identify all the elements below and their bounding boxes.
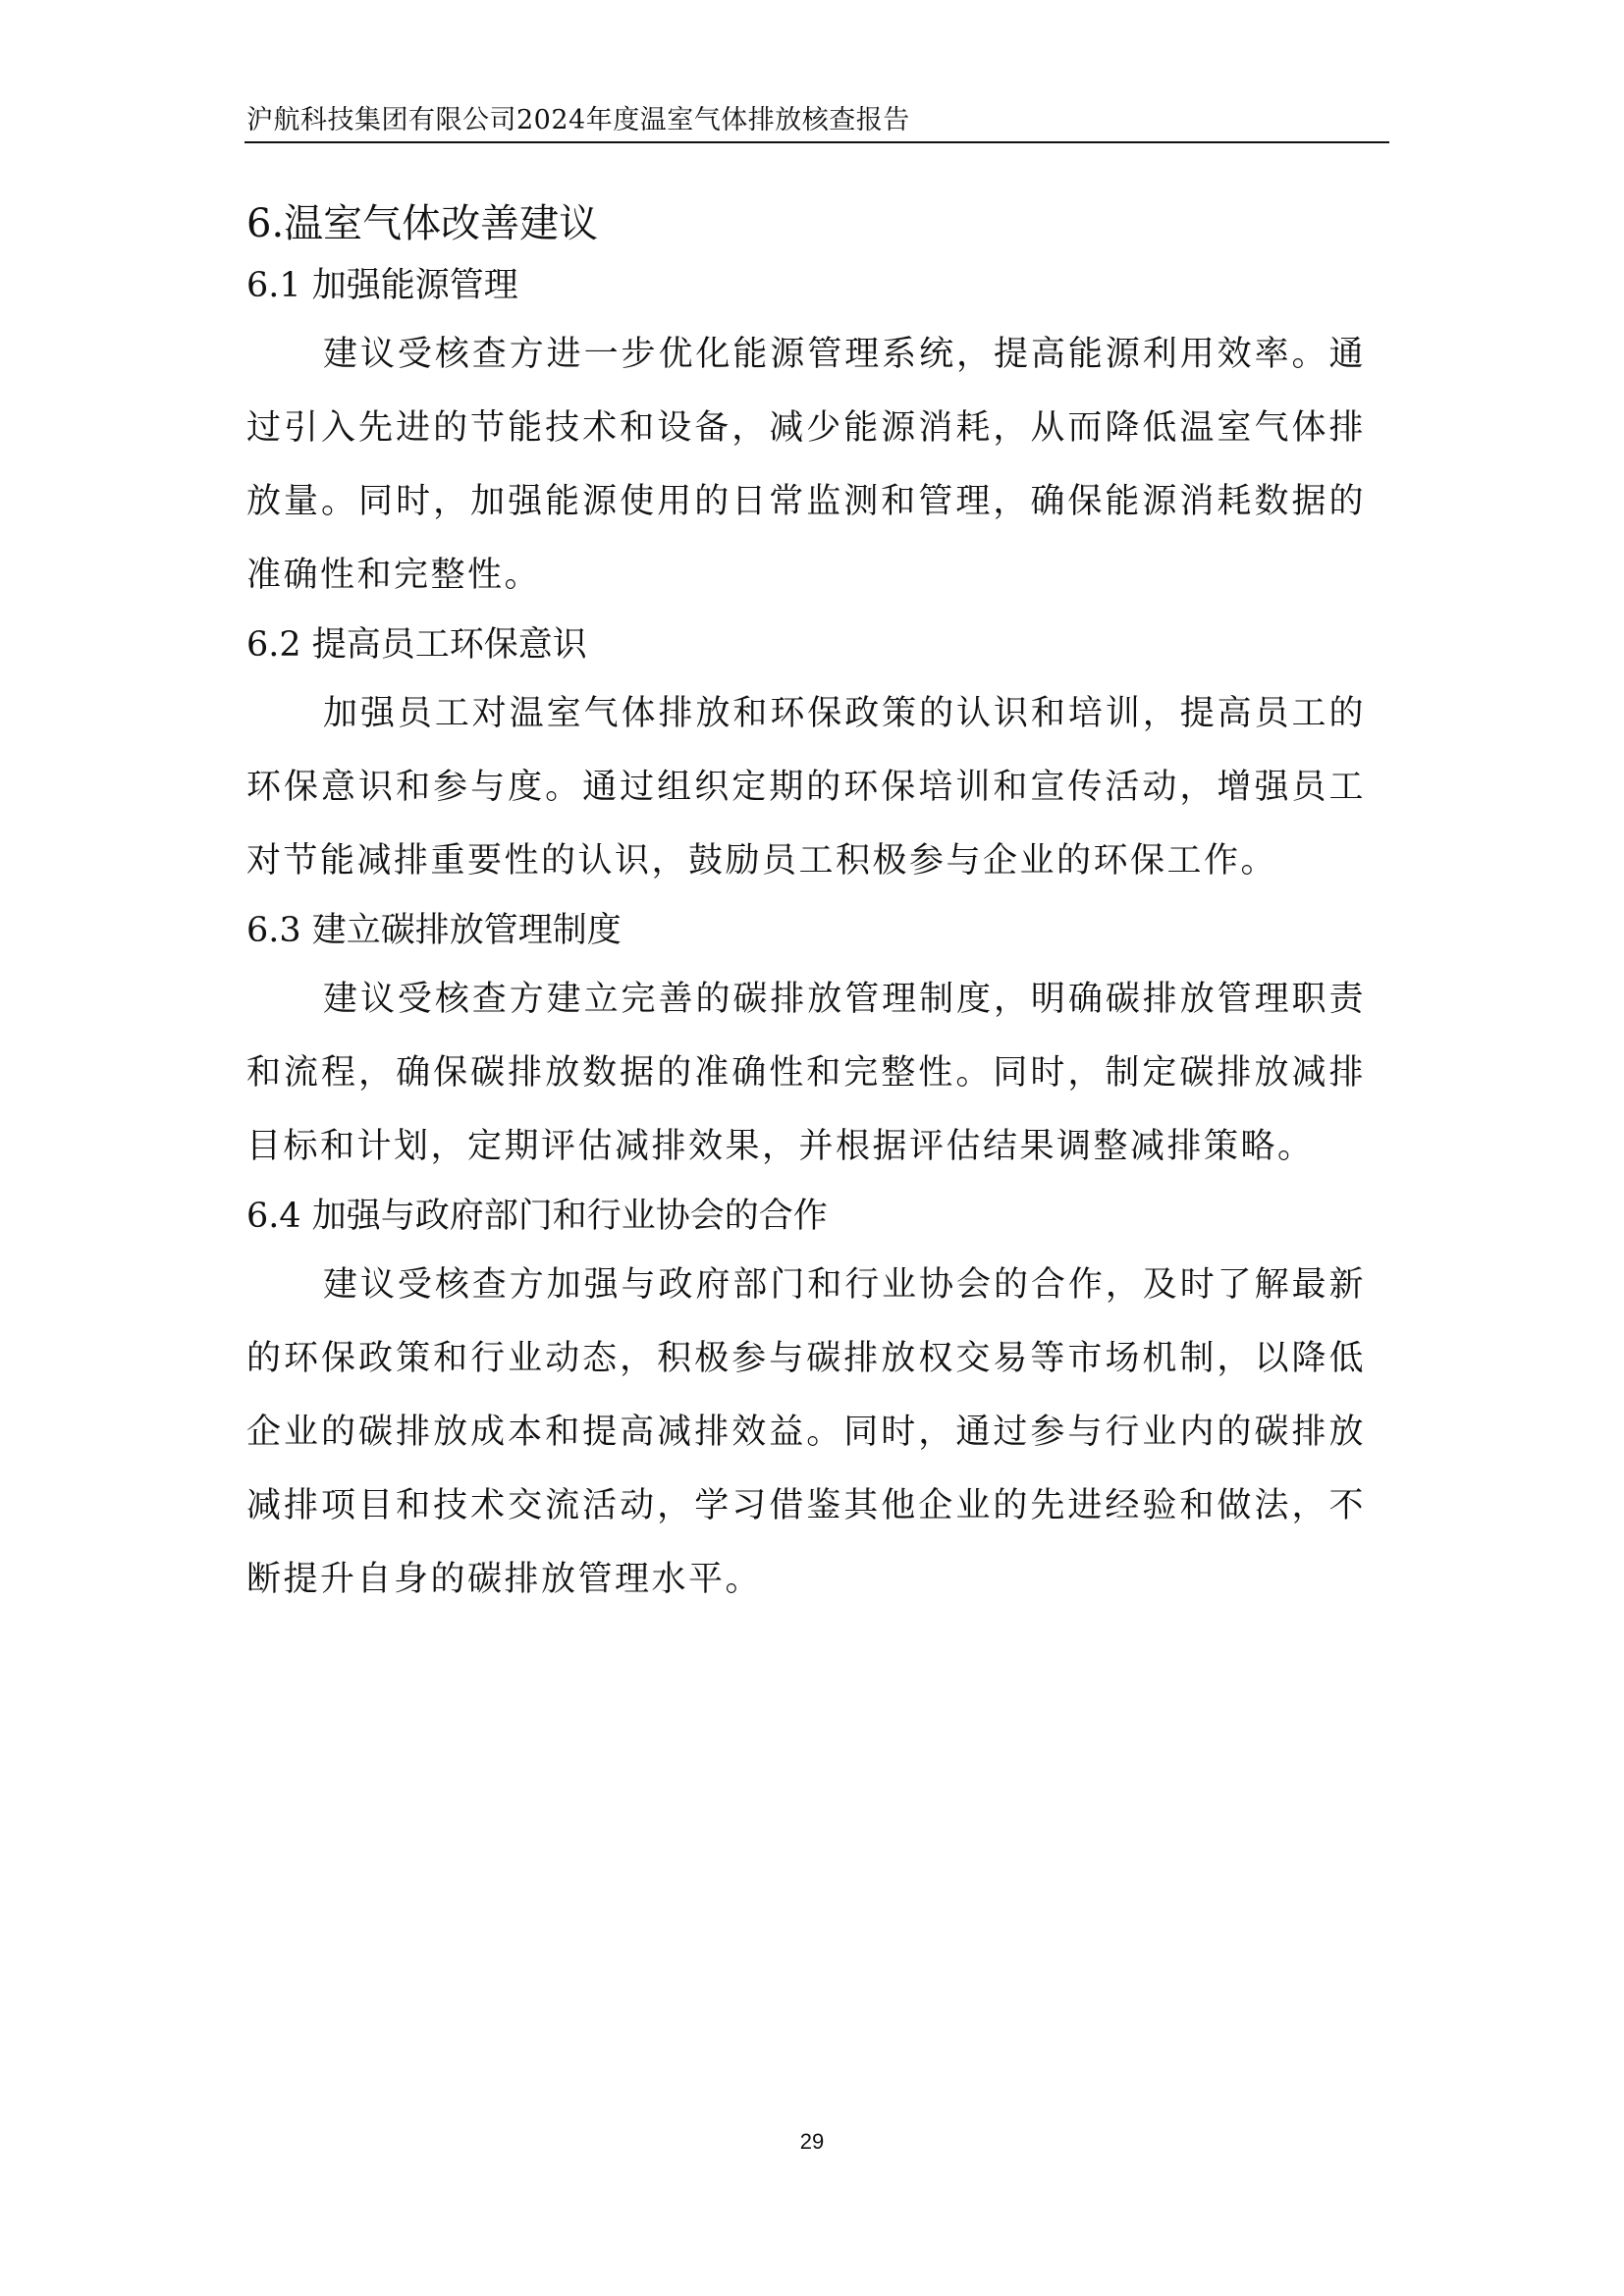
page-header: [244, 106, 1389, 141]
subsection-title-6-4: 6.4 加强与政府部门和行业协会的合作: [246, 1197, 828, 1236]
subsection-body-6-3: 建议受核查方建立完善的碳排放管理制度，明确碳排放管理职责和流程，确保碳排放数据的准确性和完整性。同时，制定碳排放减排目标和计划，定期评估减排效果，并根据评估结果调整减排策略。: [246, 980, 1366, 1166]
page-number: 29: [799, 2129, 825, 2154]
subsection-body-6-1: 建议受核查方进一步优化能源管理系统，提高能源利用效率。通过引入先进的节能技术和设备，减少能源消耗，从而降低温室气体排放量。同时，加强能源使用的日常监测和管理，确保能源消耗数据的准确性和完整性。: [246, 335, 1366, 595]
subsection-body-6-4: 建议受核查方加强与政府部门和行业协会的合作，及时了解最新的环保政策和行业动态，积极参与碳排放权交易等市场机制，以降低企业的碳排放成本和提高减排效益。同时，通过参与行业内的碳排放减排项目和技术交流活动，学习借鉴其他企业的先进经验和做法，不断提升自身的碳排放管理水平。: [246, 1265, 1366, 1599]
report-header-title: 沪航科技集团有限公司2024年度温室气体排放核查报告: [246, 105, 910, 135]
subsection-title-6-2: 6.2 提高员工环保意识: [246, 625, 587, 665]
header-divider: [244, 141, 1389, 143]
main-content: [246, 196, 1366, 1625]
subsection-title-6-3: 6.3 建立碳排放管理制度: [246, 911, 622, 950]
subsection-title-6-1: 6.1 加强能源管理: [246, 266, 518, 305]
subsection-body-6-2: 加强员工对温室气体排放和环保政策的认识和培训，提高员工的环保意识和参与度。通过组织定期的环保培训和宣传活动，增强员工对节能减排重要性的认识，鼓励员工积极参与企业的环保工作。: [246, 694, 1366, 881]
section-title: 6.温室气体改善建议: [246, 201, 599, 246]
